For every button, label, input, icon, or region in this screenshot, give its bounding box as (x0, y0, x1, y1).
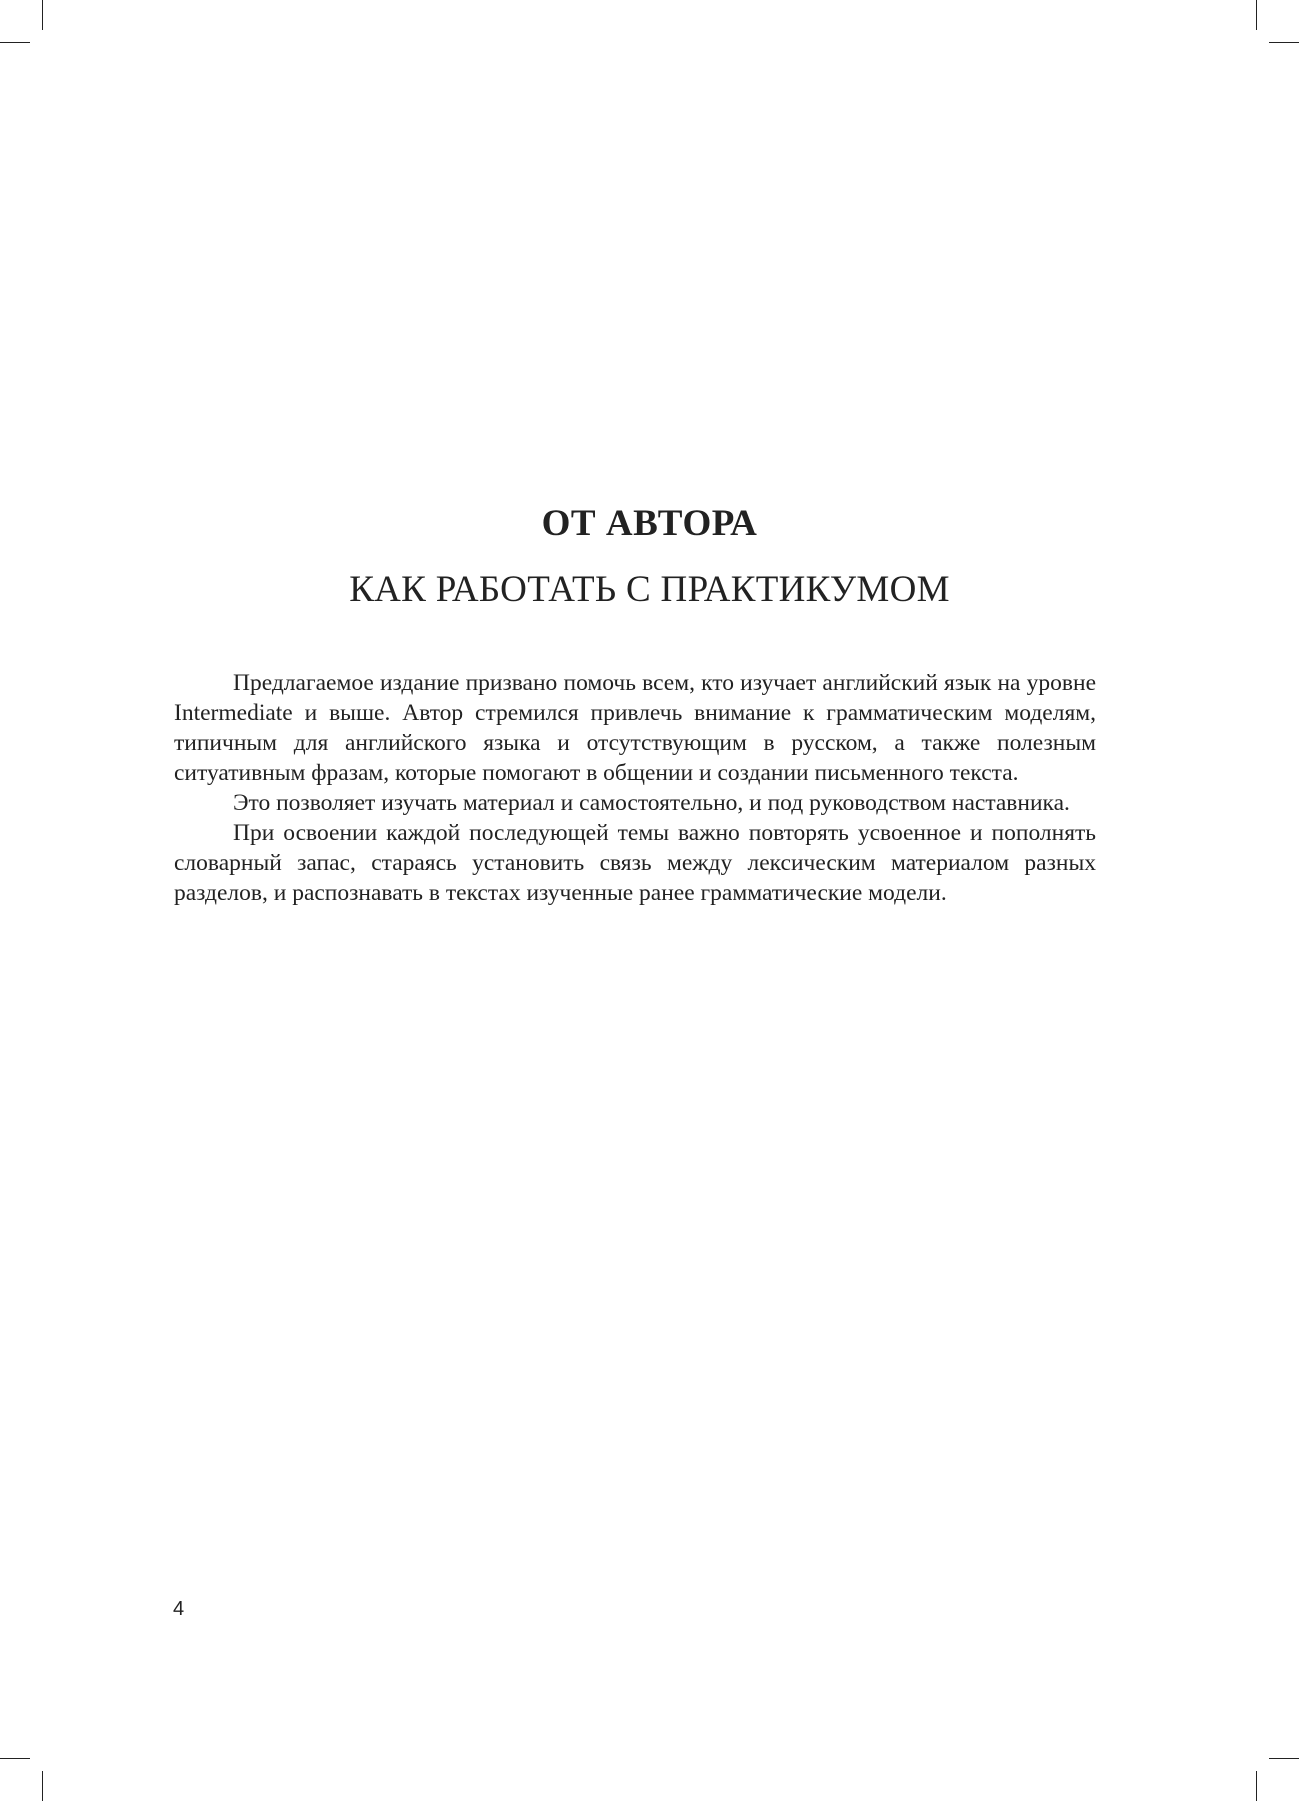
crop-mark-bottom-left-horizontal (0, 1758, 30, 1759)
page-title: ОТ АВТОРА (541, 503, 758, 544)
paragraph: Это позволяет изучать материал и самостоятельно, и под руководством наставника. (233, 790, 1070, 816)
crop-mark-top-right-vertical (1256, 0, 1257, 30)
crop-mark-bottom-right-horizontal (1269, 1758, 1299, 1759)
crop-mark-bottom-left-vertical (42, 1771, 43, 1801)
page-number: 4 (173, 1598, 185, 1620)
page-subtitle: КАК РАБОТАТЬ С ПРАКТИКУМОМ (349, 569, 950, 610)
crop-mark-top-right-horizontal (1269, 42, 1299, 43)
paragraph: При освоении каждой последующей темы важно повторять усвоенное и пополнять словарный запас, стараясь установить связь между лексическим материалом разных разделов, и распознавать в текстах изученные ранее грамматические модели. (174, 820, 1096, 906)
paragraph: Предлагаемое издание призвано помочь всем, кто изучает английский язык на уровне Intermediate и выше. Автор стремился привлечь внимание к грамматическим моделям, типичным для английского языка и отсутствующим в русском, а также полезным ситуативным фразам, которые помогают в общении и создании письменного текста. (174, 670, 1096, 786)
crop-mark-top-left-horizontal (0, 42, 30, 43)
crop-mark-bottom-right-vertical (1256, 1771, 1257, 1801)
body-text (174, 668, 1096, 908)
crop-mark-top-left-vertical (42, 0, 43, 30)
